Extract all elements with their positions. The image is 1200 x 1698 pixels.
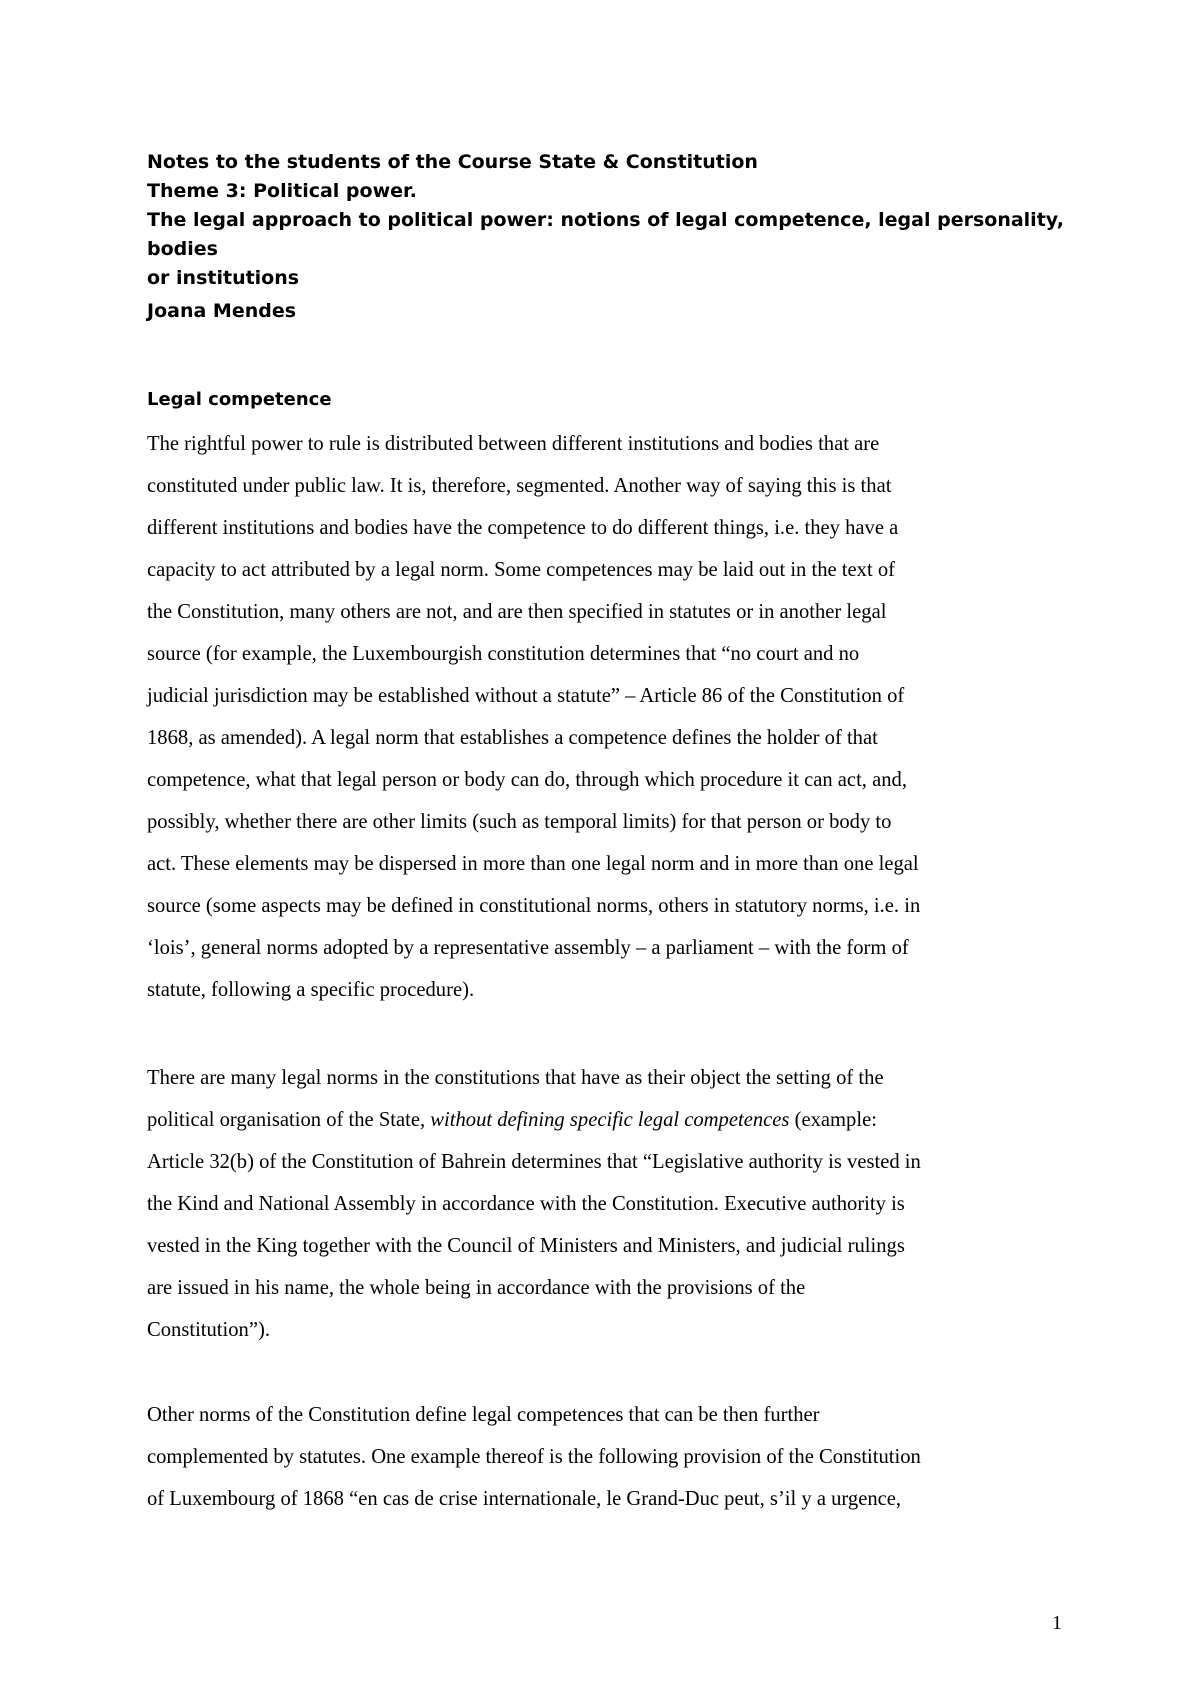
text-segment: (example: <box>789 1109 877 1131</box>
text-segment: political organisation of the State, <box>147 1109 431 1131</box>
text-line: are issued in his name, the whole being in accordance with the provisions of the <box>147 1277 806 1299</box>
author-name: Joana Mendes <box>147 300 297 322</box>
text-line: ‘lois’, general norms adopted by a representative assembly – a parliament – with the form of <box>147 937 909 959</box>
text-line: of Luxembourg of 1868 “en cas de crise internationale, le Grand-Duc peut, s’il y a urgence, <box>147 1488 902 1510</box>
section-heading: Legal competence <box>147 389 332 410</box>
page-number: 1 <box>1052 1612 1062 1634</box>
text-line: The rightful power to rule is distributed between different institutions and bodies that are <box>147 433 880 455</box>
text-line: source (for example, the Luxembourgish constitution determines that “no court and no <box>147 643 860 665</box>
text-line: judicial jurisdiction may be established without a statute” – Article 86 of the Constitution of <box>147 685 905 707</box>
text-line-with-emphasis <box>147 1099 1077 1141</box>
text-line: possibly, whether there are other limits (such as temporal limits) for that person or body to <box>147 811 892 833</box>
text-line: complemented by statutes. One example thereof is the following provision of the Constitution <box>147 1446 921 1468</box>
subtitle-line-1: The legal approach to political power: notions of legal competence, legal personality, bodies <box>147 209 1064 260</box>
text-line: 1868, as amended). A legal norm that establishes a competence defines the holder of that <box>147 727 878 749</box>
text-line: Article 32(b) of the Constitution of Bahrein determines that “Legislative authority is vested in <box>147 1151 921 1173</box>
text-line: There are many legal norms in the constitutions that have as their object the setting of the <box>147 1067 884 1089</box>
paragraph-3 <box>147 1394 1077 1520</box>
theme-title: Theme 3: Political power. <box>147 180 417 202</box>
paragraph-1 <box>147 423 1077 1011</box>
text-line: vested in the King together with the Council of Ministers and Ministers, and judicial rulings <box>147 1235 905 1257</box>
italic-emphasis: without defining specific legal competences <box>430 1109 790 1131</box>
document-header <box>147 148 1067 293</box>
text-line: source (some aspects may be defined in constitutional norms, others in statutory norms, i.e. in <box>147 895 921 917</box>
text-line: the Kind and National Assembly in accordance with the Constitution. Executive authority is <box>147 1193 905 1215</box>
paragraph-2 <box>147 1057 1077 1351</box>
text-line: different institutions and bodies have the competence to do different things, i.e. they have a <box>147 517 899 539</box>
subtitle-line-2: or institutions <box>147 267 300 289</box>
text-line: capacity to act attributed by a legal norm. Some competences may be laid out in the text of <box>147 559 895 581</box>
text-line: Other norms of the Constitution define legal competences that can be then further <box>147 1404 820 1426</box>
text-line: act. These elements may be dispersed in more than one legal norm and in more than one legal <box>147 853 919 875</box>
text-line: competence, what that legal person or body can do, through which procedure it can act, and, <box>147 769 907 791</box>
course-title: Notes to the students of the Course State & Constitution <box>147 151 758 173</box>
text-line: constituted under public law. It is, therefore, segmented. Another way of saying this is that <box>147 475 892 497</box>
text-line: Constitution”). <box>147 1319 270 1341</box>
text-line: statute, following a specific procedure). <box>147 979 475 1001</box>
text-line: the Constitution, many others are not, and are then specified in statutes or in another legal <box>147 601 887 623</box>
